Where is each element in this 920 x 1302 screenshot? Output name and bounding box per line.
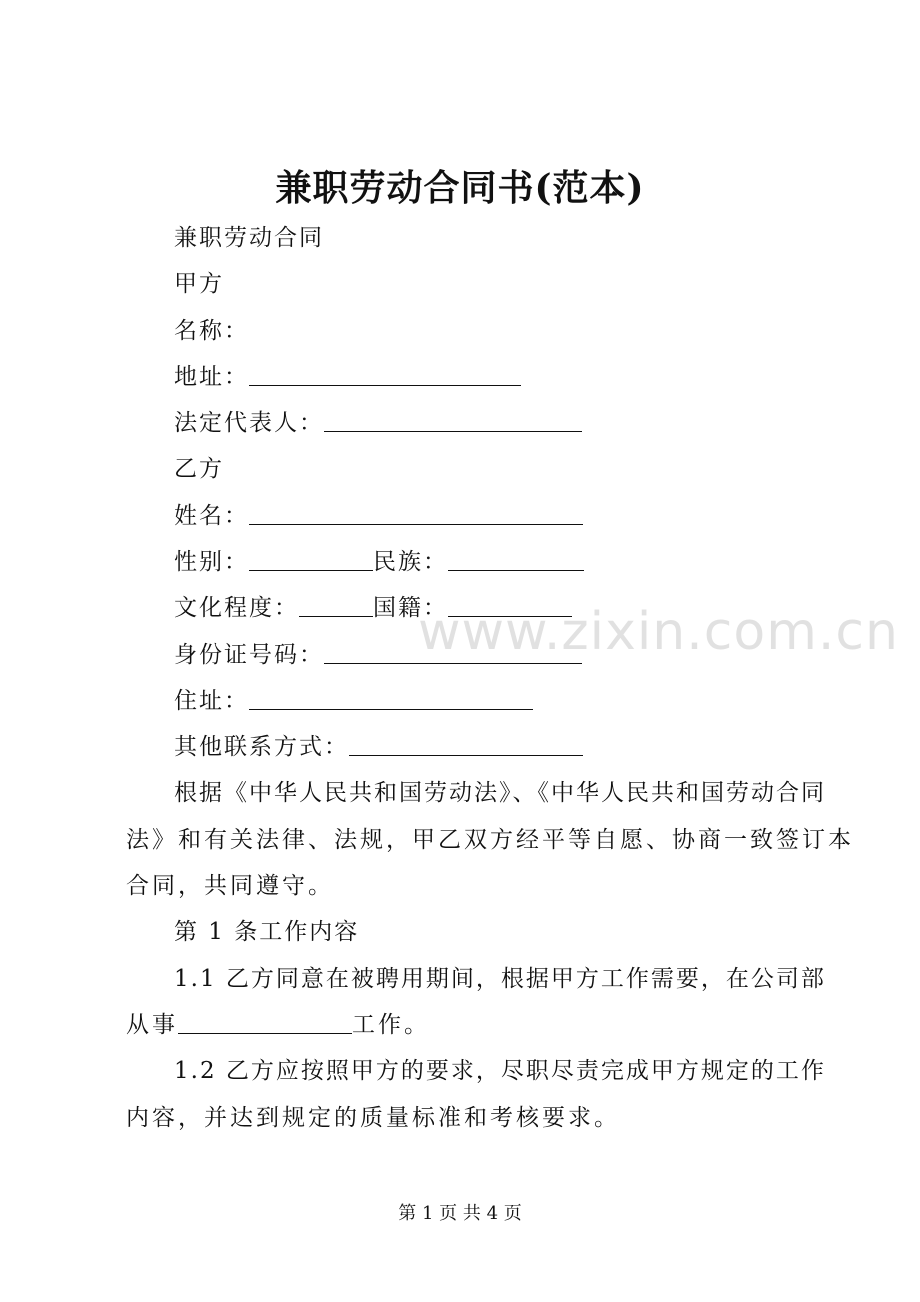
party-a-name-label: 名称：: [174, 318, 249, 344]
party-a-address-row: [174, 362, 521, 392]
address-blank[interactable]: [249, 363, 521, 386]
gender-blank[interactable]: [249, 548, 373, 571]
contact-blank[interactable]: [349, 733, 583, 756]
name-blank[interactable]: [249, 502, 583, 525]
party-b-heading: 乙方: [174, 456, 224, 482]
id-number-label: 身份证号码：: [174, 642, 324, 668]
clause-1-1-line-2: [126, 1010, 806, 1040]
legal-rep-label: 法定代表人：: [174, 410, 324, 436]
ethnic-label: 民族：: [373, 549, 448, 575]
watermark: www.zixin.com.cn: [418, 602, 899, 662]
legal-rep-blank[interactable]: [324, 409, 582, 432]
party-a-heading: 甲方: [174, 271, 224, 297]
party-b-name-row: [174, 501, 583, 531]
gender-ethnic-row: [174, 547, 584, 577]
ethnic-blank[interactable]: [448, 548, 584, 571]
intro-line-3: 合同，共同遵守。: [126, 873, 334, 899]
contact-row: [174, 732, 583, 762]
residence-label: 住址：: [174, 688, 249, 714]
party-a-address-label: 地址：: [174, 364, 249, 390]
job-blank[interactable]: [178, 1011, 352, 1034]
name-label: 姓名：: [174, 503, 249, 529]
page-footer: 第 1 页 共 4 页: [398, 1203, 522, 1224]
intro-line-2: 法》和有关法律、法规，甲乙双方经平等自愿、协商一致签订本: [126, 827, 854, 853]
contract-subtitle: 兼职劳动合同: [174, 225, 324, 251]
gender-label: 性别：: [174, 549, 249, 575]
contact-label: 其他联系方式：: [174, 734, 349, 760]
nationality-label: 国籍：: [373, 595, 448, 621]
clause-1-2-line-2: 内容，并达到规定的质量标准和考核要求。: [126, 1105, 620, 1131]
education-label: 文化程度：: [174, 595, 299, 621]
education-blank[interactable]: [299, 594, 373, 617]
article-1-heading: 第 1 条工作内容: [174, 919, 360, 945]
clause-1-1-line-1: 1.1 乙方同意在被聘用期间，根据甲方工作需要，在公司部: [174, 966, 826, 992]
residence-blank[interactable]: [249, 687, 533, 710]
document-title: 兼职劳动合同书(范本): [275, 167, 645, 209]
clause-1-2-line-1: 1.2 乙方应按照甲方的要求，尽职尽责完成甲方规定的工作: [174, 1058, 826, 1084]
residence-row: [174, 686, 533, 716]
clause-1-1-prefix: 从事: [126, 1012, 178, 1038]
clause-1-1-suffix: 工作。: [352, 1012, 430, 1038]
intro-line-1: 根据《中华人民共和国劳动法》、《中华人民共和国劳动合同: [174, 780, 826, 806]
party-a-rep-row: [174, 408, 582, 438]
